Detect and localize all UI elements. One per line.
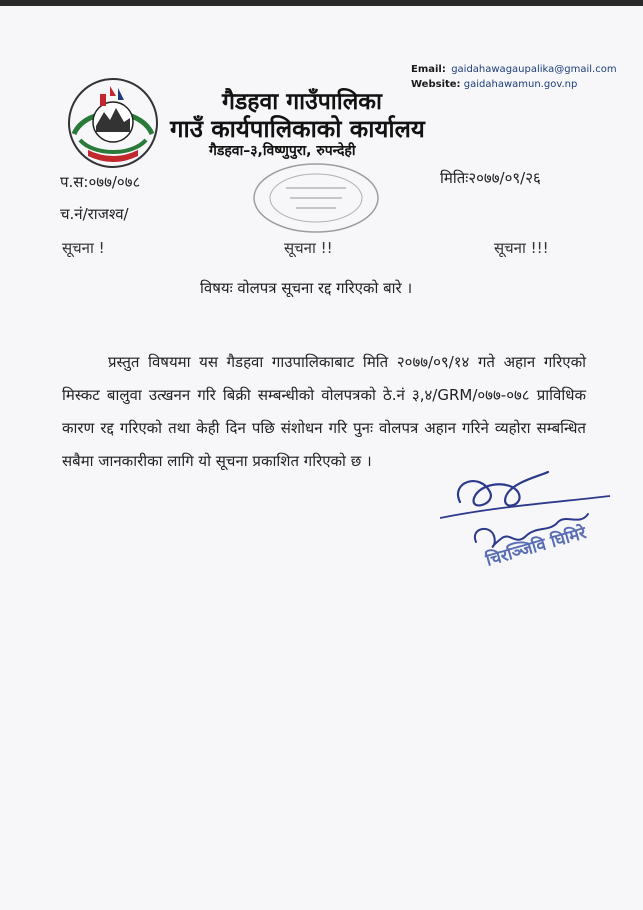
notice-heading-3: सूचना !!! xyxy=(494,239,549,257)
website-address: gaidahawamun.gov.np xyxy=(463,79,578,90)
email-address: gaidahawagaupalika@gmail.com xyxy=(451,64,617,75)
notice-heading-1: सूचना ! xyxy=(62,239,105,257)
email-row xyxy=(411,62,617,77)
government-emblem-icon xyxy=(66,76,160,170)
letter-number: प.स:०७७/०७८ xyxy=(60,173,141,191)
body-paragraph: प्रस्तुत विषयमा यस गैडहवा गाउपालिकाबाट मिति २०७७/०९/१४ गते अहान गरिएको मिस्कट बालुवा उत्खनन गरि बिक्री सम्बन्धीको वोलपत्रको ठे.नं ३,४/GRM/०७७-०७८ प्राविधिक कारण रद्द गरिएको तथा केही दिन पछि संशोधन गरि पुनः वोलपत्र अहान गरिने व्यहोरा सम्बन्धित सबैमा जानकारीका लागि यो सूचना प्रकाशित गरिएको छ । xyxy=(62,353,586,470)
signatory-name-stamp: चिरञ्जिवि घिमिरे xyxy=(483,523,589,571)
office-address: गैडहवा–३,विष्णुपुरा, रुपन्देही xyxy=(209,143,356,159)
dispatch-number: च.नं/राजश्व/ xyxy=(60,205,129,223)
office-stamp-icon xyxy=(246,158,386,238)
top-border xyxy=(0,0,643,6)
municipality-name: गैडहवा गाउँपालिका xyxy=(222,89,382,115)
letter-date: मितिः२०७७/०९/२६ xyxy=(440,169,541,187)
contact-block xyxy=(411,62,617,92)
website-row xyxy=(411,77,617,92)
email-label: Email: xyxy=(411,64,446,75)
notice-heading-2: सूचना !! xyxy=(284,239,333,257)
office-name: गाउँ कार्यपालिकाको कार्यालय xyxy=(170,115,425,143)
website-label: Website: xyxy=(411,79,461,90)
letter-subject: विषयः वोलपत्र सूचना रद्द गरिएको बारे । xyxy=(200,279,413,297)
letter-body xyxy=(62,346,586,478)
